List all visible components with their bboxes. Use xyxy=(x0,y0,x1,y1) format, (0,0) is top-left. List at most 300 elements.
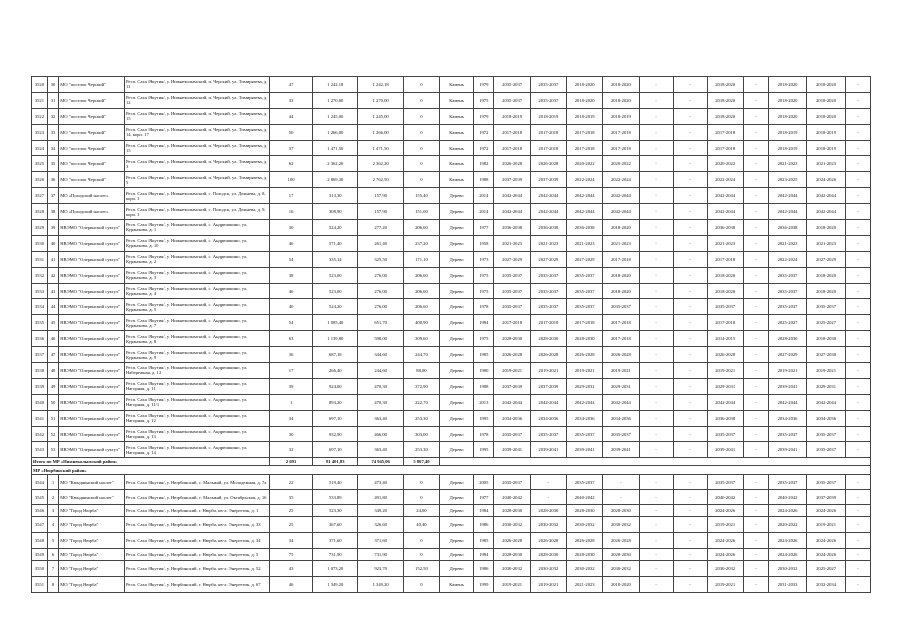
table-cell: - xyxy=(639,442,673,458)
table-cell: 2019-2021 xyxy=(707,577,743,593)
table-cell: 2035-2037 xyxy=(603,426,639,442)
table-cell: - xyxy=(743,124,768,140)
table-cell: 2029-2031 xyxy=(707,378,743,394)
table-cell: Дерево xyxy=(440,442,474,458)
table-cell: 2024-2026 xyxy=(707,505,743,517)
table-cell: - xyxy=(743,267,768,283)
table-cell: 2019-2021 xyxy=(603,363,639,379)
table-row xyxy=(32,108,871,124)
table-row xyxy=(32,235,871,251)
table-cell: 2028-2030 xyxy=(768,331,807,347)
table-cell: - xyxy=(743,299,768,315)
table-cell: 17 xyxy=(270,363,313,379)
table-cell: 43 xyxy=(270,561,313,577)
table-cell: 2042-2044 xyxy=(567,204,603,220)
table-cell: - xyxy=(673,442,707,458)
table-row xyxy=(32,283,871,299)
table-cell: - xyxy=(845,475,870,490)
table-cell: 3542 xyxy=(32,426,48,442)
table-cell: 2018-2020 xyxy=(603,283,639,299)
table-cell: 35 xyxy=(47,156,58,172)
table-cell: 2018-2020 xyxy=(603,267,639,283)
table-cell: 0 xyxy=(403,77,439,93)
table-cell: 2023-2025 xyxy=(768,172,807,188)
table-cell: 2018-2020 xyxy=(603,220,639,236)
table-row xyxy=(32,156,871,172)
table-cell: 687,18 xyxy=(313,347,358,363)
table-cell: 2030-2032 xyxy=(768,561,807,577)
table-cell: 533,89 xyxy=(313,490,358,505)
table-cell: 4 xyxy=(47,517,58,533)
table-cell: 8 xyxy=(47,577,58,593)
table-cell: 2020-2022 xyxy=(603,156,639,172)
table-cell: 25 xyxy=(270,505,313,517)
table-cell: 47 xyxy=(47,347,58,363)
table-cell: МО "Кюндяинский наслег" xyxy=(59,490,125,505)
table-cell: 2018-2019 xyxy=(530,108,566,124)
table-cell: 2018-2020 xyxy=(603,92,639,108)
table-cell: 2030-2032 xyxy=(530,561,566,577)
table-row xyxy=(32,577,871,593)
table-row xyxy=(32,363,871,379)
district-title-row xyxy=(32,466,871,475)
table-cell: - xyxy=(673,140,707,156)
table-cell: - xyxy=(845,549,870,561)
table-cell: - xyxy=(743,140,768,156)
summary-area-b: 5 867,40 xyxy=(403,458,439,466)
table-cell: 2042-2044 xyxy=(567,188,603,204)
table-cell: - xyxy=(673,517,707,533)
table-cell: 2019-2021 xyxy=(494,577,530,593)
table-cell: 2017-2018 xyxy=(707,140,743,156)
table-cell: 2021-2023 xyxy=(494,235,530,251)
table-row xyxy=(32,77,871,93)
table-cell: 2025-2027 xyxy=(807,315,846,331)
table-cell: 2018-2020 xyxy=(768,92,807,108)
table-cell: 2019-2021 xyxy=(530,577,566,593)
table-cell: 3541 xyxy=(32,410,48,426)
table-cell: 2035-2037 xyxy=(807,442,846,458)
table-cell: 46 xyxy=(270,577,313,593)
table-cell: - xyxy=(673,490,707,505)
table-cell: 1 471,50 xyxy=(313,140,358,156)
table-cell: - xyxy=(530,490,566,505)
table-cell: 1 085,40 xyxy=(313,315,358,331)
summary-area-a: 74 945,06 xyxy=(358,458,403,466)
table-cell: 519,40 xyxy=(313,475,358,490)
table-cell: Респ. Саха /Якутия/, у. Нижнеколымский, с. Андрюшкино, ул. Куржакова, д. 7 xyxy=(124,315,269,331)
table-cell: Дерево xyxy=(440,517,474,533)
table-cell: - xyxy=(743,426,768,442)
table-cell: 6 xyxy=(47,549,58,561)
table-cell: 3537 xyxy=(32,347,48,363)
table-cell: МО «Походский наслег» xyxy=(59,204,125,220)
table-cell: 51 xyxy=(47,410,58,426)
table-cell: 2028-2030 xyxy=(530,505,566,517)
table-cell: 1977 xyxy=(474,490,494,505)
table-cell: 2039-2041 xyxy=(768,378,807,394)
table-cell: 1977 xyxy=(474,220,494,236)
table-cell: 2039-2041 xyxy=(567,442,603,458)
table-cell: - xyxy=(673,172,707,188)
table-cell: 244,60 xyxy=(358,363,403,379)
table-cell: 2039-2041 xyxy=(530,442,566,458)
table-cell: 2035-2037 xyxy=(603,299,639,315)
table-cell: - xyxy=(639,124,673,140)
table-cell: Респ. Саха /Якутия/, у. Нижнеколымский, п. Черский, ул. Тимирязева, д. 14, корп. 17 xyxy=(124,124,269,140)
table-cell: 88,00 xyxy=(403,363,439,379)
table-cell: 1986 xyxy=(474,517,494,533)
table-cell: - xyxy=(845,220,870,236)
table-cell: 1979 xyxy=(474,108,494,124)
table-cell: - xyxy=(639,363,673,379)
table-cell: 651,70 xyxy=(358,315,403,331)
table-cell: 1986 xyxy=(474,561,494,577)
table-cell: 54 xyxy=(270,251,313,267)
table-cell: НВЭМО "Олеринский суктул" xyxy=(59,410,125,426)
table-cell: - xyxy=(639,220,673,236)
table-cell: 2028-2030 xyxy=(494,331,530,347)
table-cell: 2021-2023 xyxy=(807,235,846,251)
table-row xyxy=(32,410,871,426)
table-cell: - xyxy=(639,156,673,172)
table-cell: 1975 xyxy=(474,267,494,283)
table-cell: Респ. Саха /Якутия/, у. Нижнеколымский, с. Андрюшкино, ул. Куржакова, д. 3 xyxy=(124,267,269,283)
table-cell: 33 xyxy=(47,124,58,140)
table-cell: 1999 xyxy=(474,577,494,593)
table-cell: 1984 xyxy=(474,505,494,517)
table-cell: 2024-2026 xyxy=(768,505,807,517)
table-cell: 1973 xyxy=(474,251,494,267)
table-cell: НВЭМО "Олеринский суктул" xyxy=(59,283,125,299)
table-cell: 3524 xyxy=(32,140,48,156)
table-cell: МО "поселок Черский" xyxy=(59,156,125,172)
table-cell: - xyxy=(639,490,673,505)
table-cell: 2026-2028 xyxy=(530,533,566,549)
table-cell: - xyxy=(845,315,870,331)
table-cell: Респ. Саха /Якутия/, у. Нюрбинский, с. Малыкай, ул. Молодежная, д. 7а xyxy=(124,475,269,490)
table-cell: - xyxy=(743,561,768,577)
table-cell: Дерево xyxy=(440,347,474,363)
table-cell: 2026-2028 xyxy=(530,347,566,363)
table-cell: НВЭМО "Олеринский суктул" xyxy=(59,426,125,442)
table-cell: 2030-2032 xyxy=(603,517,639,533)
table-cell: 32 xyxy=(270,442,313,458)
table-cell: Дерево xyxy=(440,475,474,490)
table-cell: - xyxy=(845,394,870,410)
table-cell: 2037-2039 xyxy=(494,378,530,394)
table-cell: НВЭМО "Олеринский суктул" xyxy=(59,299,125,315)
table-cell: - xyxy=(845,378,870,394)
table-cell: 3532 xyxy=(32,267,48,283)
table-cell: - xyxy=(845,577,870,593)
table-cell: 2028-2030 xyxy=(603,549,639,561)
table-cell: 2027-2030 xyxy=(807,347,846,363)
table-cell: 2018-2019 xyxy=(567,108,603,124)
table-cell: 30 xyxy=(270,426,313,442)
table-cell: - xyxy=(673,204,707,220)
table-cell: 24,00 xyxy=(403,505,439,517)
table-cell: - xyxy=(673,77,707,93)
table-cell: - xyxy=(673,378,707,394)
table-cell: 2021-2023 xyxy=(567,577,603,593)
table-cell: 2042-2044 xyxy=(530,394,566,410)
table-cell: 335,14 xyxy=(313,251,358,267)
table-cell: 491,80 xyxy=(358,490,403,505)
table-cell: 75 xyxy=(270,549,313,561)
table-cell: 2014 xyxy=(474,188,494,204)
table-cell: - xyxy=(639,172,673,188)
table-cell: 1 349,20 xyxy=(313,577,358,593)
table-cell: - xyxy=(845,267,870,283)
table-cell: 2042-2044 xyxy=(768,394,807,410)
table-cell: 2018-2020 xyxy=(807,108,846,124)
table-cell: 932,90 xyxy=(313,426,358,442)
table-cell: Респ. Саха /Якутия/, у. Нижнеколымский, с. Андрюшкино, ул. Куржакова, д. 2 xyxy=(124,251,269,267)
table-cell: 2027-2029 xyxy=(494,251,530,267)
table-cell: - xyxy=(639,188,673,204)
table-cell: 54 xyxy=(270,315,313,331)
table-cell: 30 xyxy=(270,220,313,236)
table-cell: 2036-2038 xyxy=(707,410,743,426)
table-row xyxy=(32,315,871,331)
table-cell: - xyxy=(673,315,707,331)
table-cell: 2042-2044 xyxy=(807,204,846,220)
table-cell: 2028-2030 xyxy=(567,549,603,561)
table-cell: 1975 xyxy=(474,331,494,347)
table-cell: 1 270,00 xyxy=(313,92,358,108)
table-cell: 62 xyxy=(270,156,313,172)
table-cell: 34 xyxy=(270,410,313,426)
table-cell: 100 xyxy=(270,172,313,188)
table-cell: 3549 xyxy=(32,549,48,561)
table-cell: 43 xyxy=(47,283,58,299)
table-cell: 2035-2037 xyxy=(530,77,566,93)
table-cell: 46 xyxy=(270,235,313,251)
table-cell: НВЭМО "Олеринский суктул" xyxy=(59,331,125,347)
table-row xyxy=(32,267,871,283)
table-cell: Респ. Саха /Якутия/, у. Нижнеколымский, с. Андрюшкино, ул. Нагорная, д. 14 xyxy=(124,442,269,458)
table-cell: 266,40 xyxy=(313,363,358,379)
table-cell: - xyxy=(639,347,673,363)
table-cell: Респ. Саха /Якутия/, у. Нюрбинский, г. Нюрба, кв-л. Энергетик, д. 33 xyxy=(124,517,269,533)
table-cell: 32 xyxy=(47,108,58,124)
table-cell: 3535 xyxy=(32,315,48,331)
table-cell: 2032-2034 xyxy=(807,577,846,593)
table-cell: 3539 xyxy=(32,378,48,394)
table-row xyxy=(32,490,871,505)
table-cell: - xyxy=(639,378,673,394)
table-cell: 2018-2019 xyxy=(768,140,807,156)
table-cell: 1 073,20 xyxy=(313,561,358,577)
table-cell: 34 xyxy=(270,533,313,549)
table-cell: 206,60 xyxy=(403,299,439,315)
table-cell: Респ. Саха /Якутия/, у. Нижнеколымский, с. Андрюшкино, ул. Куржакова, д. 10 xyxy=(124,235,269,251)
table-cell: 2026-2028 xyxy=(494,533,530,549)
table-cell: 731,90 xyxy=(313,549,358,561)
table-cell: - xyxy=(673,533,707,549)
table-cell: 3551 xyxy=(32,577,48,593)
table-cell: 2035-2037 xyxy=(530,426,566,442)
table-cell: 1972 xyxy=(474,124,494,140)
table-cell: - xyxy=(845,299,870,315)
table-cell: - xyxy=(639,299,673,315)
table-cell: 2042-2044 xyxy=(768,204,807,220)
table-cell: - xyxy=(673,475,707,490)
table-cell: 50 xyxy=(47,394,58,410)
table-cell: - xyxy=(845,331,870,347)
table-cell: - xyxy=(845,140,870,156)
table-cell: 2019-2021 xyxy=(807,363,846,379)
table-cell: 367,60 xyxy=(313,517,358,533)
table-cell: 277,20 xyxy=(358,220,403,236)
table-cell: 731,90 xyxy=(358,549,403,561)
table-cell: - xyxy=(845,363,870,379)
table-cell: Дерево xyxy=(440,251,474,267)
table-cell: 2018-2019 xyxy=(807,140,846,156)
table-cell: Камень xyxy=(440,108,474,124)
table-cell: 2018-2020 xyxy=(707,283,743,299)
table-cell: - xyxy=(603,490,639,505)
table-cell: Респ. Саха /Якутия/, у. Нюрбинский, г. Нюрба, кв-л. Энергетик, д. 67 xyxy=(124,577,269,593)
table-cell: Респ. Саха /Якутия/, у. Нижнеколымский, п. Черский, ул. Тимирязева, д. 3 xyxy=(124,156,269,172)
table-cell: 2018-2020 xyxy=(807,220,846,236)
table-cell: Респ. Саха /Якутия/, у. Нижнеколымский, с. Андрюшкино, ул. Нагорная, д. 13 xyxy=(124,426,269,442)
table-cell: 2014 xyxy=(474,204,494,220)
table-cell: - xyxy=(673,283,707,299)
table-cell: МО «Походский наслег» xyxy=(59,188,125,204)
table-row xyxy=(32,533,871,549)
table-cell: 2028-2030 xyxy=(567,505,603,517)
table-cell: 3522 xyxy=(32,108,48,124)
table-cell: 2022-2024 xyxy=(567,172,603,188)
table-cell: - xyxy=(673,549,707,561)
table-cell: 466,00 xyxy=(358,426,403,442)
table-cell: МО "поселок Черский" xyxy=(59,92,125,108)
table-cell: 2018-2020 xyxy=(768,77,807,93)
table-cell: 2036-2038 xyxy=(530,220,566,236)
table-cell: - xyxy=(743,188,768,204)
table-cell: 25 xyxy=(270,517,313,533)
table-cell: 893,20 xyxy=(313,394,358,410)
table-cell: - xyxy=(639,410,673,426)
table-cell: 1984 xyxy=(474,549,494,561)
table-cell: 37 xyxy=(270,140,313,156)
table-cell: - xyxy=(639,331,673,347)
table-cell: - xyxy=(639,426,673,442)
table-cell: - xyxy=(845,108,870,124)
table-cell: 1995 xyxy=(474,410,494,426)
table-cell: Дерево xyxy=(440,299,474,315)
table-cell: 2034-2036 xyxy=(603,410,639,426)
table-cell: 253,30 xyxy=(403,410,439,426)
table-cell: - xyxy=(673,347,707,363)
table-cell: НВЭМО "Олеринский суктул" xyxy=(59,251,125,267)
table-cell: 22 xyxy=(270,475,313,490)
table-cell: - xyxy=(743,220,768,236)
table-cell: 2030-2032 xyxy=(530,517,566,533)
table-cell: Респ. Саха /Якутия/, у. Нижнеколымский, с. Андрюшкино, ул. Куржакова, д. 1 xyxy=(124,220,269,236)
table-cell: 2034-2036 xyxy=(768,410,807,426)
table-cell: 2035-2037 xyxy=(707,475,743,490)
housing-register-table xyxy=(31,76,871,593)
table-cell: 45 xyxy=(47,315,58,331)
table-cell: 206,60 xyxy=(403,267,439,283)
table-cell: - xyxy=(845,505,870,517)
table-cell: 40 xyxy=(270,299,313,315)
table-cell: 3544 xyxy=(32,475,48,490)
table-cell: 2026-2028 xyxy=(494,347,530,363)
table-cell: Дерево xyxy=(440,331,474,347)
table-cell: 17 xyxy=(270,188,313,204)
table-cell: 2035-2037 xyxy=(567,475,603,490)
table-cell: 2035-2037 xyxy=(494,426,530,442)
table-cell: 2018-2019 xyxy=(768,124,807,140)
table-cell: - xyxy=(743,549,768,561)
table-cell: 33 xyxy=(270,92,313,108)
table-cell: 2025-2027 xyxy=(768,315,807,331)
table-row xyxy=(32,475,871,490)
table-cell: 2019-2021 xyxy=(707,363,743,379)
table-cell: 598,00 xyxy=(358,331,403,347)
table-cell: 42 xyxy=(47,267,58,283)
table-cell: 523,30 xyxy=(313,505,358,517)
table-cell: 2026-2028 xyxy=(567,533,603,549)
table-cell: 2035-2037 xyxy=(530,283,566,299)
table-cell: 2021-2023 xyxy=(530,235,566,251)
table-cell: Респ. Саха /Якутия/, у. Нижнеколымский, п. Черский, ул. Тимирязева, д. 12 xyxy=(124,92,269,108)
table-cell: 3547 xyxy=(32,517,48,533)
table-cell: 1979 xyxy=(474,77,494,93)
table-cell: 2024-2026 xyxy=(807,172,846,188)
table-cell: НВЭМО "Олеринский суктул" xyxy=(59,363,125,379)
table-cell: 2030-2032 xyxy=(603,561,639,577)
table-cell: 2019-2021 xyxy=(707,517,743,533)
table-cell: - xyxy=(845,283,870,299)
table-cell: 2026-2028 xyxy=(530,156,566,172)
table-cell: 2035-2037 xyxy=(768,475,807,490)
table-cell: - xyxy=(845,77,870,93)
table-cell: Респ. Саха /Якутия/, у. Нижнеколымский, с. Андрюшкино, ул. Куржакова, д. 9 xyxy=(124,347,269,363)
table-cell: - xyxy=(673,561,707,577)
table-cell: 40,40 xyxy=(403,517,439,533)
table-cell: МО "поселок Черский" xyxy=(59,77,125,93)
table-cell: 2042-2044 xyxy=(567,394,603,410)
table-cell: 2019-2021 xyxy=(807,517,846,533)
table-cell: 2042-2044 xyxy=(494,188,530,204)
table-cell: - xyxy=(673,235,707,251)
table-cell: - xyxy=(743,92,768,108)
table-cell: 2018-2020 xyxy=(567,92,603,108)
table-cell: 48 xyxy=(47,363,58,379)
table-cell: 1988 xyxy=(474,172,494,188)
table-cell: 2042-2044 xyxy=(707,204,743,220)
table-cell: 2035-2037 xyxy=(494,475,530,490)
summary-row xyxy=(32,458,871,466)
table-row xyxy=(32,331,871,347)
table-cell: 40 xyxy=(47,235,58,251)
table-cell: 2034-2036 xyxy=(567,410,603,426)
table-cell: МО "Город Нюрба" xyxy=(59,533,125,549)
table-cell: 2035-2037 xyxy=(768,299,807,315)
table-cell: 222,70 xyxy=(403,394,439,410)
table-cell: 2021-2023 xyxy=(707,235,743,251)
table-cell: 2020-2022 xyxy=(768,517,807,533)
table-cell: - xyxy=(743,475,768,490)
table-cell: МО "Кюндяинский наслег" xyxy=(59,475,125,490)
table-cell: 2018-2030 xyxy=(807,331,846,347)
table-cell: 16 xyxy=(270,204,313,220)
